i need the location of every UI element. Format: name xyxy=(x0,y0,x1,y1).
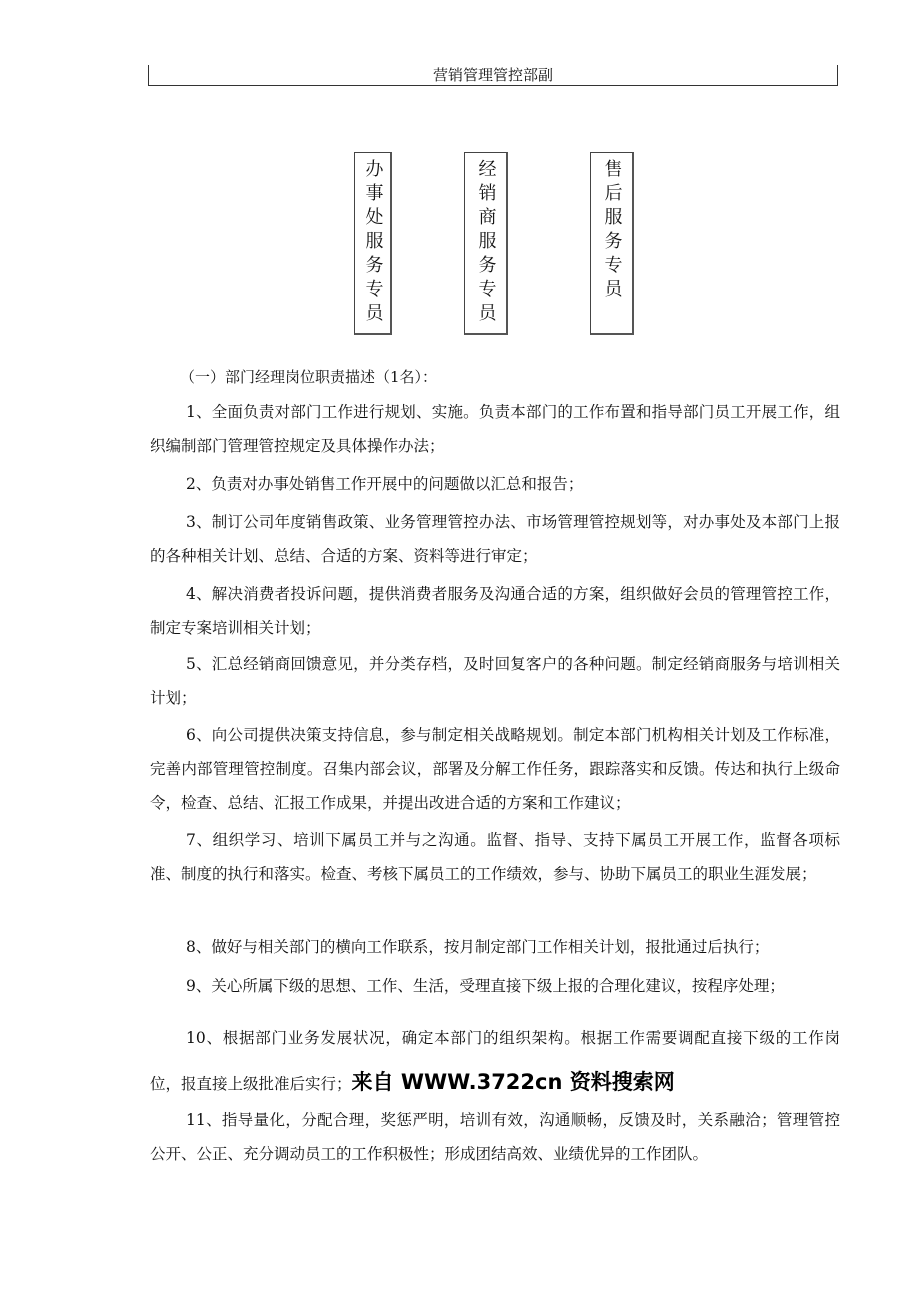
duty-item-3: 3、制订公司年度销售政策、业务管理管控办法、市场管理管控规划等，对办事处及本部门上报的各种相关计划、总结、合适的方案、资料等进行审定； xyxy=(150,513,840,565)
org-box-label: 经销商服务专员 xyxy=(475,159,497,327)
duty-item-1: 1、全面负责对部门工作进行规划、实施。负责本部门的工作布置和指导部门员工开展工作，组织编制部门管理管控规定及具体操作办法； xyxy=(150,403,840,455)
duty-item-10 xyxy=(150,1016,840,1106)
org-box-dealer-service xyxy=(464,152,508,335)
section-heading: （一）部门经理岗位职责描述（1名）： xyxy=(180,368,438,386)
page-header xyxy=(148,65,838,86)
header-title: 营销管理管控部副 xyxy=(432,66,553,84)
org-box-label: 办事处服务专员 xyxy=(362,159,384,327)
duty-item-11: 11、指导量化，分配合理，奖惩严明，培训有效，沟通顺畅，反馈及时，关系融洽；管理管控公开、公正、充分调动员工的工作积极性；形成团结高效、业绩优异的工作团队。 xyxy=(150,1111,840,1163)
duty-item-2: 2、负责对办事处销售工作开展中的问题做以汇总和报告； xyxy=(186,475,584,493)
watermark: 来自 WWW.3722cn 资料搜索网 xyxy=(351,1070,675,1094)
org-box-after-sales-service xyxy=(590,152,634,335)
duty-item-10-text: 10、根据部门业务发展状况，确定本部门的组织架构。根据工作需要调配直接下级的工作岗位，报直接上级批准后实行； xyxy=(150,1029,840,1093)
duty-item-4: 4、解决消费者投诉问题，提供消费者服务及沟通合适的方案，组织做好会员的管理管控工作，制定专案培训相关计划； xyxy=(150,585,840,637)
duty-item-5: 5、汇总经销商回馈意见，并分类存档，及时回复客户的各种问题。制定经销商服务与培训相关计划； xyxy=(150,655,840,707)
duty-item-6: 6、向公司提供决策支持信息，参与制定相关战略规划。制定本部门机构相关计划及工作标准，完善内部管理管控制度。召集内部会议，部署及分解工作任务，跟踪落实和反馈。传达和执行上级命令，检查、总结、汇报工作成果，并提出改进合适的方案和工作建议； xyxy=(150,726,840,812)
duty-item-9: 9、关心所属下级的思想、工作、生活，受理直接下级上报的合理化建议，按程序处理； xyxy=(186,977,785,995)
duty-item-8: 8、做好与相关部门的横向工作联系，按月制定部门工作相关计划，报批通过后执行； xyxy=(186,938,770,956)
org-box-office-service xyxy=(354,152,392,335)
duty-item-7: 7、组织学习、培训下属员工并与之沟通。监督、指导、支持下属员工开展工作，监督各项标准、制度的执行和落实。检查、考核下属员工的工作绩效，参与、协助下属员工的职业生涯发展； xyxy=(150,831,840,883)
org-box-label: 售后服务专员 xyxy=(601,159,623,303)
